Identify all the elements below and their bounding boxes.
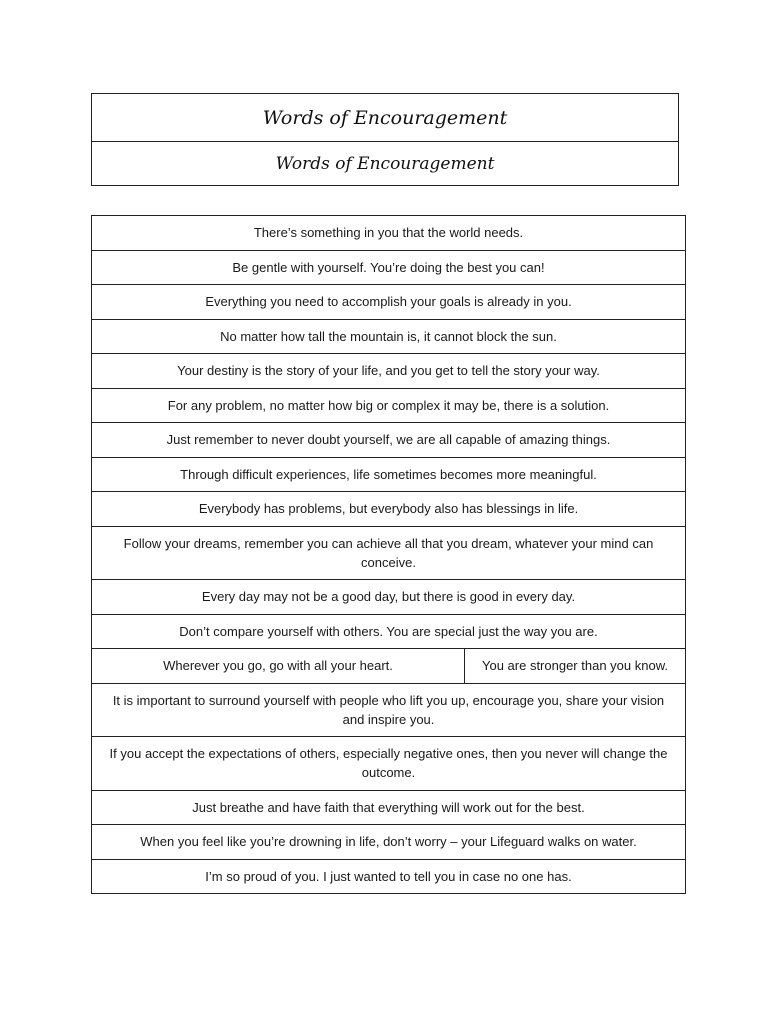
quote-cell: Wherever you go, go with all your heart.	[92, 649, 465, 684]
table-row	[92, 859, 686, 894]
table-row	[92, 649, 686, 684]
quote-cell: Through difficult experiences, life sometimes becomes more meaningful.	[92, 457, 686, 492]
table-row	[92, 319, 686, 354]
quote-cell: Just remember to never doubt yourself, we are all capable of amazing things.	[92, 423, 686, 458]
table-row	[92, 216, 686, 251]
quote-cell: Be gentle with yourself. You’re doing the best you can!	[92, 250, 686, 285]
quote-cell: Everybody has problems, but everybody also has blessings in life.	[92, 492, 686, 527]
table-row	[92, 354, 686, 389]
quote-cell: There’s something in you that the world needs.	[92, 216, 686, 251]
title-box	[91, 93, 679, 186]
table-row	[92, 492, 686, 527]
table-row	[92, 457, 686, 492]
table-row	[92, 285, 686, 320]
quote-cell: Don’t compare yourself with others. You are special just the way you are.	[92, 614, 686, 649]
table-row	[92, 683, 686, 737]
table-row	[92, 526, 686, 580]
quote-cell: When you feel like you’re drowning in life, don’t worry – your Lifeguard walks on water.	[92, 825, 686, 860]
page-subtitle: Words of Encouragement	[92, 141, 678, 186]
quote-cell: Your destiny is the story of your life, and you get to tell the story your way.	[92, 354, 686, 389]
quote-cell: It is important to surround yourself with people who lift you up, encourage you, share your vision and inspire you.	[92, 683, 686, 737]
quotes-table	[91, 215, 686, 894]
quote-cell: Every day may not be a good day, but there is good in every day.	[92, 580, 686, 615]
page-title: Words of Encouragement	[262, 106, 508, 129]
quote-cell: You are stronger than you know.	[465, 649, 686, 684]
quote-cell: If you accept the expectations of others, especially negative ones, then you never will change the outcome.	[92, 737, 686, 791]
table-row	[92, 423, 686, 458]
table-row	[92, 790, 686, 825]
quote-cell: I’m so proud of you. I just wanted to tell you in case no one has.	[92, 859, 686, 894]
table-row	[92, 614, 686, 649]
table-row	[92, 825, 686, 860]
quote-cell: Follow your dreams, remember you can achieve all that you dream, whatever your mind can conceive.	[92, 526, 686, 580]
quote-cell: Everything you need to accomplish your goals is already in you.	[92, 285, 686, 320]
table-row	[92, 737, 686, 791]
table-row	[92, 388, 686, 423]
table-row	[92, 250, 686, 285]
quote-cell: No matter how tall the mountain is, it cannot block the sun.	[92, 319, 686, 354]
table-row	[92, 580, 686, 615]
quote-cell: For any problem, no matter how big or complex it may be, there is a solution.	[92, 388, 686, 423]
quote-cell: Just breathe and have faith that everything will work out for the best.	[92, 790, 686, 825]
